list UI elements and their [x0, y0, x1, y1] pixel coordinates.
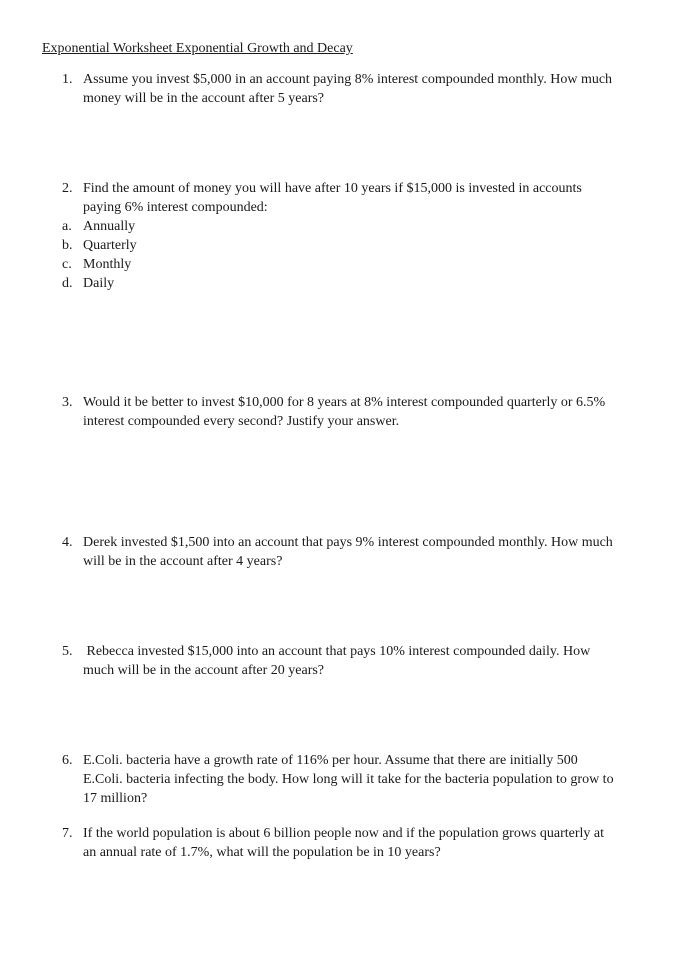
question-text: Would it be better to invest $10,000 for 8 years at 8% interest compounded quarterly or 6.5% [83, 395, 606, 410]
question-text: interest compounded every second? Justify your answer. [83, 414, 400, 429]
question-text: E.Coli. bacteria have a growth rate of 116% per hour. Assume that there are initially 500 [83, 753, 578, 768]
question-text: an annual rate of 1.7%, what will the population be in 10 years? [83, 845, 441, 860]
question-number: 4. [62, 535, 73, 550]
question-text: If the world population is about 6 billion people now and if the population grows quarterly at [83, 826, 605, 841]
sub-item-label: c. [62, 257, 72, 272]
question-text: will be in the account after 4 years? [83, 554, 283, 569]
question-number: 2. [62, 181, 73, 196]
sub-item-text: Daily [83, 276, 115, 291]
sub-item-label: b. [62, 238, 73, 253]
question-text: Assume you invest $5,000 in an account paying 8% interest compounded monthly. How much [83, 72, 613, 87]
worksheet-title: Exponential Worksheet Exponential Growth and Decay [42, 41, 353, 56]
sub-item-text: Annually [83, 219, 136, 234]
question-text: Rebecca invested $15,000 into an account that pays 10% interest compounded daily. How [83, 644, 591, 659]
question-number: 5. [62, 644, 73, 659]
question-text: Derek invested $1,500 into an account that pays 9% interest compounded monthly. How much [83, 535, 613, 550]
sub-item-text: Quarterly [83, 238, 137, 253]
question-text: much will be in the account after 20 years? [83, 663, 325, 678]
question-number: 7. [62, 826, 73, 841]
question-text: money will be in the account after 5 years? [83, 91, 325, 106]
sub-item-text: Monthly [83, 257, 132, 272]
question-text: E.Coli. bacteria infecting the body. How long will it take for the bacteria population to grow to [83, 772, 614, 787]
question-text: Find the amount of money you will have after 10 years if $15,000 is invested in accounts [83, 181, 582, 196]
question-text: paying 6% interest compounded: [83, 200, 268, 215]
sub-item-label: d. [62, 276, 73, 291]
sub-item-label: a. [62, 219, 72, 234]
question-number: 1. [62, 72, 73, 87]
question-number: 3. [62, 395, 73, 410]
question-text: 17 million? [83, 791, 148, 806]
question-number: 6. [62, 753, 73, 768]
